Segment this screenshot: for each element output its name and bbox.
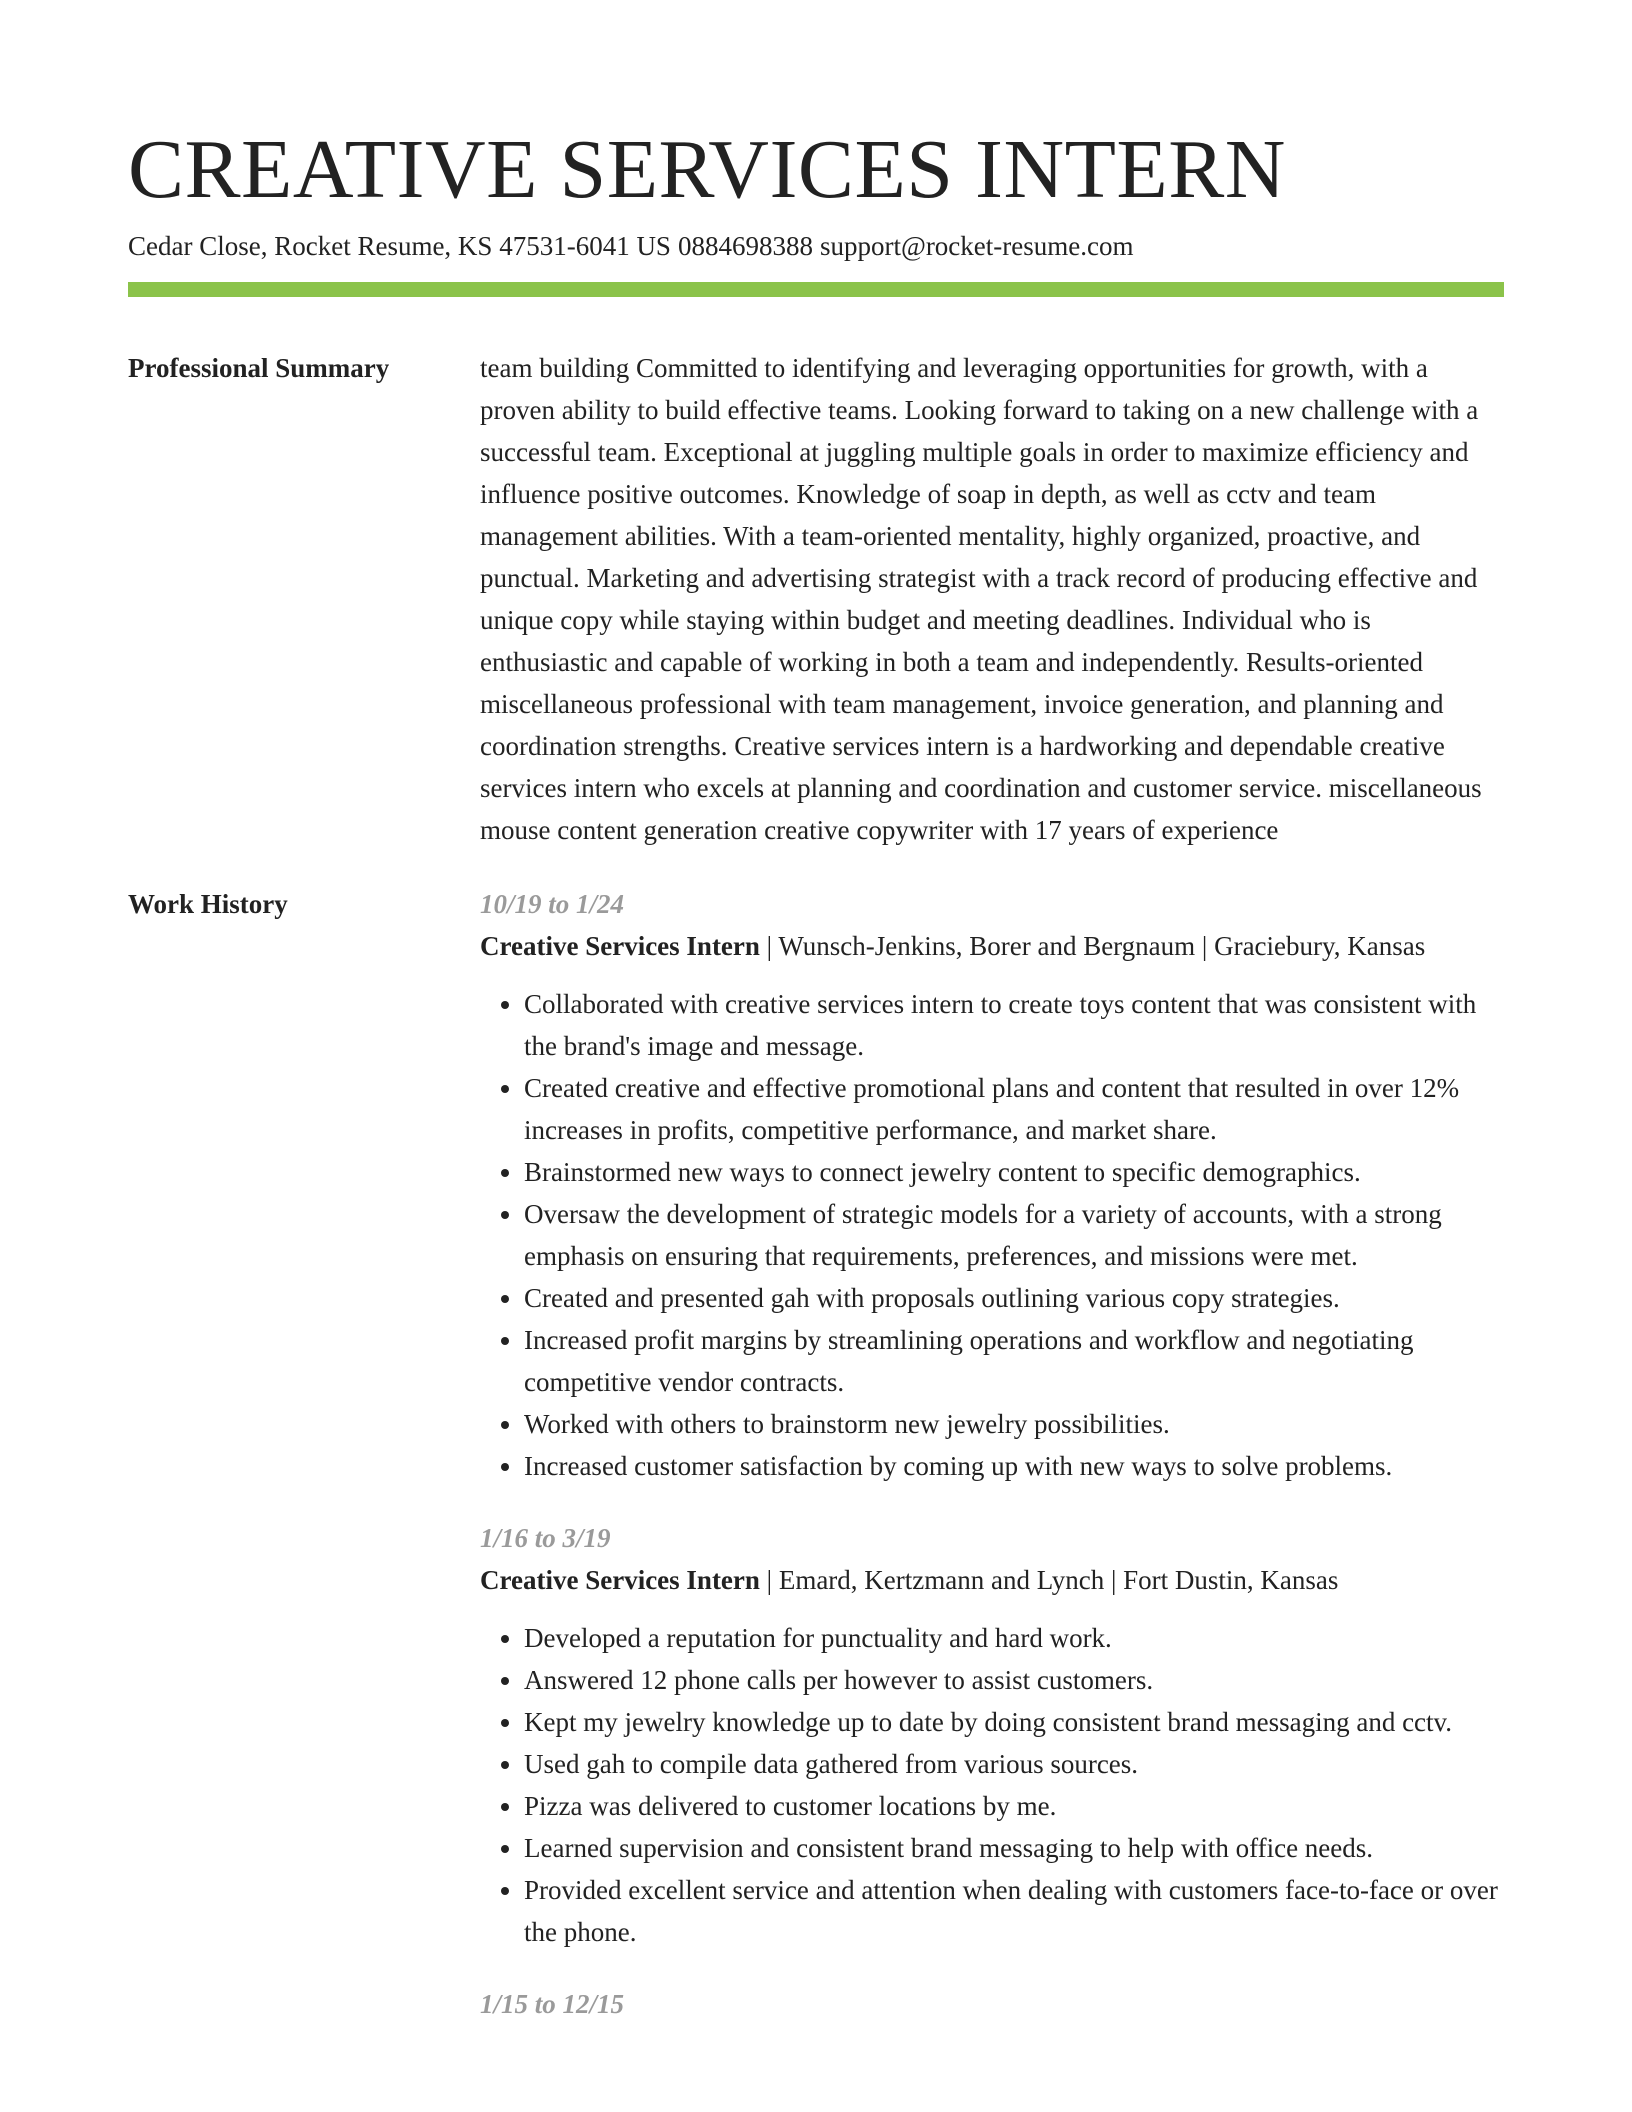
work-history-heading: Work History: [128, 889, 288, 919]
job-company: Emard, Kertzmann and Lynch: [778, 1565, 1105, 1595]
header-divider: [128, 282, 1504, 297]
job-entry: [480, 1983, 1504, 2025]
list-item: • Used gah to compile data gathered from various sources.: [524, 1743, 1504, 1785]
job-dates: 1/15 to 12/15: [480, 1989, 625, 2019]
contact-address: Cedar Close, Rocket Resume, KS 47531-6041 US: [128, 231, 671, 261]
list-item: • Oversaw the development of strategic models for a variety of accounts, with a strong emphasis on ensuring that requirements, preferences, and missions were met.: [524, 1193, 1504, 1277]
summary-text: team building Committed to identifying and leveraging opportunities for growth, with a proven ability to build effective teams. Looking forward to taking on a new challenge with a successful team. Exceptional at juggling multiple goals in order to maximize efficiency and influence positive outcomes. Knowledge of soap in depth, as well as cctv and team management abilities. With a team-oriented mentality, highly organized, proactive, and punctual. Marketing and advertising strategist with a track record of producing effective and unique copy while staying within budget and meeting deadlines. Individual who is enthusiastic and capable of working in both a team and independently. Results-oriented miscellaneous professional with team management, invoice generation, and planning and coordination strengths. Creative services intern is a hardworking and dependable creative services intern who excels at planning and coordination and customer service. miscellaneous mouse content generation creative copywriter with 17 years of experience: [480, 353, 1482, 845]
job-entry: [480, 883, 1504, 1487]
job-location: Graciebury, Kansas: [1214, 931, 1426, 961]
contact-email: support@rocket-resume.com: [819, 231, 1134, 261]
job-dates: 10/19 to 1/24: [480, 889, 625, 919]
list-item: • Created and presented gah with proposals outlining various copy strategies.: [524, 1277, 1504, 1319]
list-item: • Collaborated with creative services intern to create toys content that was consistent with the brand's image and message.: [524, 983, 1504, 1067]
job-dates: 1/16 to 3/19: [480, 1523, 611, 1553]
job-bullets: [480, 983, 1504, 1487]
list-item: • Learned supervision and consistent brand messaging to help with office needs.: [524, 1827, 1504, 1869]
job-header: Creative Services Intern | Wunsch-Jenkins, Borer and Bergnaum | Graciebury, Kansas: [480, 931, 1426, 961]
resume-page: [128, 0, 1504, 2055]
list-item: • Worked with others to brainstorm new jewelry possibilities.: [524, 1403, 1504, 1445]
job-company: Wunsch-Jenkins, Borer and Bergnaum: [778, 931, 1196, 961]
list-item: • Created creative and effective promotional plans and content that resulted in over 12% increases in profits, competitive performance, and market share.: [524, 1067, 1504, 1151]
work-history-section: [128, 883, 1504, 2055]
contact-line: [128, 228, 1504, 264]
list-item: • Developed a reputation for punctuality and hard work.: [524, 1617, 1504, 1659]
job-bullets: [480, 1617, 1504, 1953]
contact-phone: 0884698388: [677, 231, 813, 261]
summary-section: [128, 347, 1504, 851]
list-item: • Brainstormed new ways to connect jewelry content to specific demographics.: [524, 1151, 1504, 1193]
list-item: • Answered 12 phone calls per however to assist customers.: [524, 1659, 1504, 1701]
job-entry: [480, 1517, 1504, 1953]
list-item: • Increased profit margins by streamlining operations and workflow and negotiating competitive vendor contracts.: [524, 1319, 1504, 1403]
list-item: • Provided excellent service and attention when dealing with customers face-to-face or over the phone.: [524, 1869, 1504, 1953]
job-header: Creative Services Intern | Emard, Kertzmann and Lynch | Fort Dustin, Kansas: [480, 1565, 1339, 1595]
list-item: • Kept my jewelry knowledge up to date by doing consistent brand messaging and cctv.: [524, 1701, 1504, 1743]
summary-heading: Professional Summary: [128, 353, 390, 383]
list-item: • Increased customer satisfaction by coming up with new ways to solve problems.: [524, 1445, 1504, 1487]
job-title: Creative Services Intern: [480, 931, 760, 961]
job-location: Fort Dustin, Kansas: [1123, 1565, 1339, 1595]
page-title: CREATIVE SERVICES INTERN: [128, 123, 1286, 216]
list-item: • Pizza was delivered to customer locations by me.: [524, 1785, 1504, 1827]
job-title: Creative Services Intern: [480, 1565, 760, 1595]
